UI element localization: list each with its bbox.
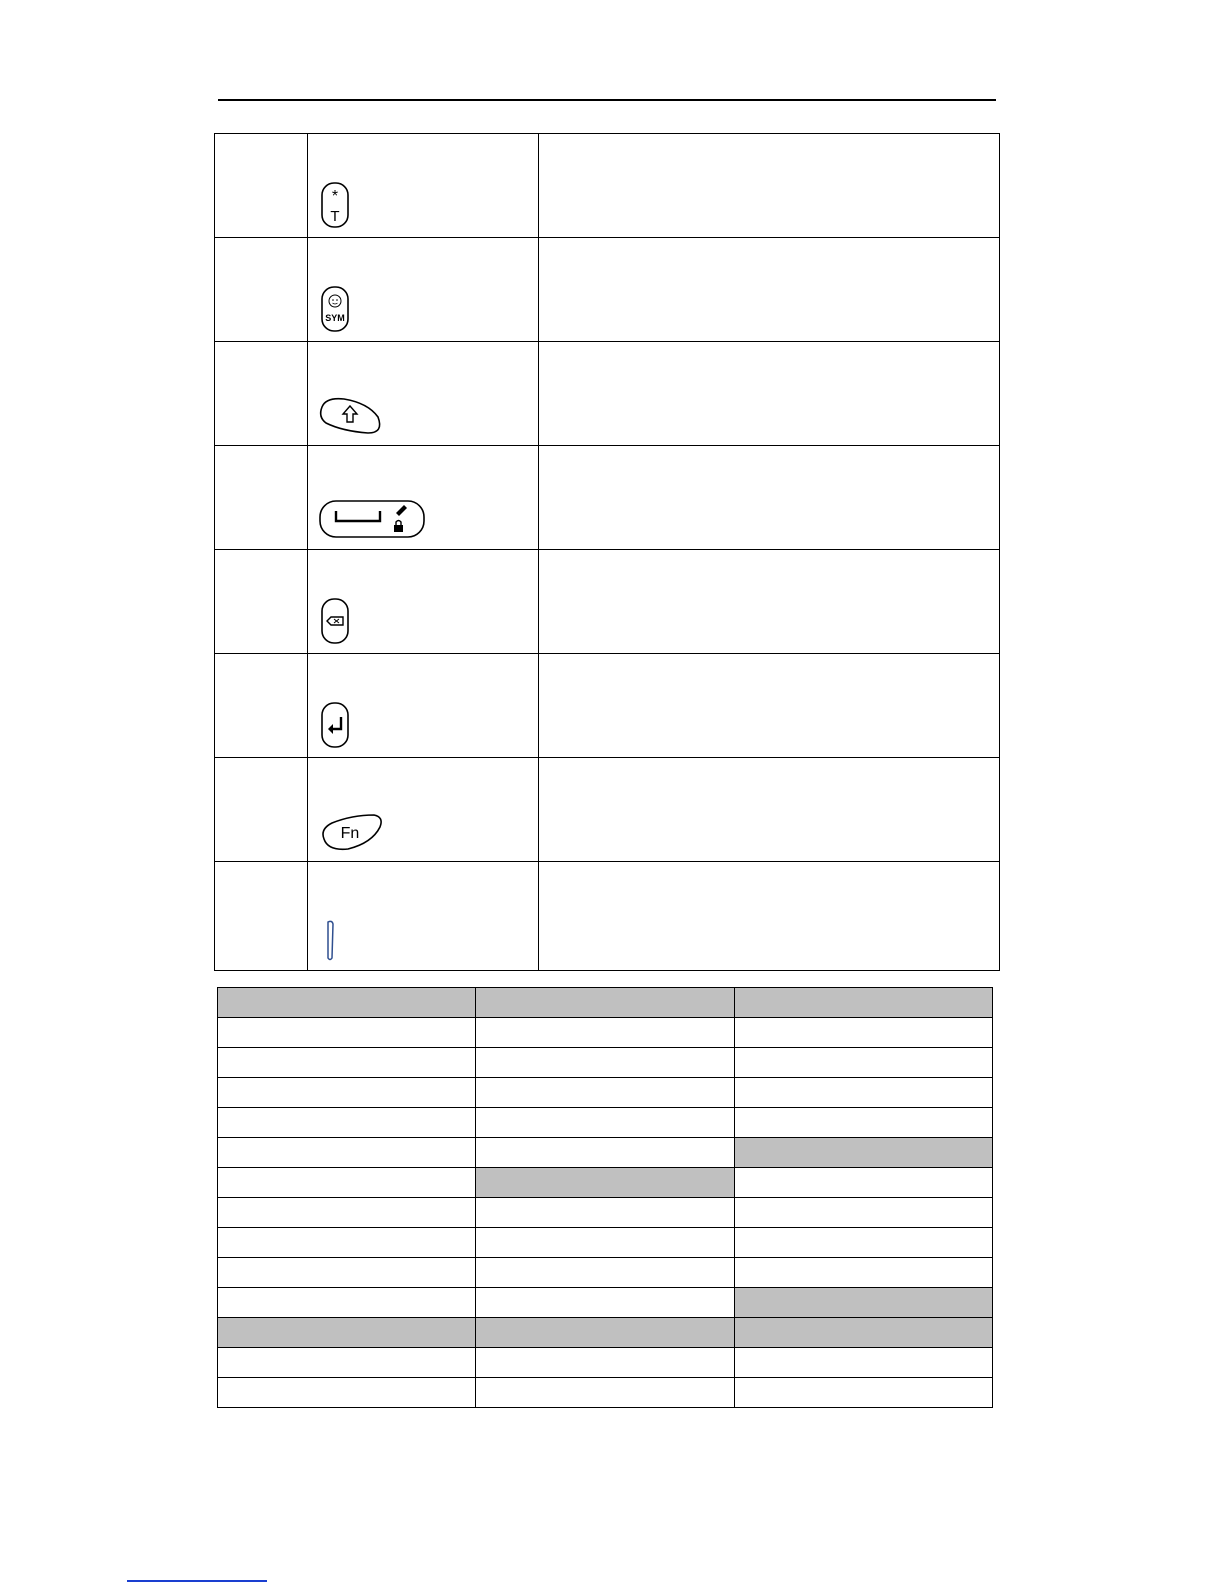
fn-glyph: Fn — [340, 825, 360, 842]
key-description — [539, 238, 1000, 342]
table-row — [215, 654, 1000, 758]
row-index-cell — [215, 550, 308, 654]
table-cell — [734, 988, 992, 1018]
key-description — [539, 342, 1000, 446]
table-cell — [476, 1228, 734, 1258]
table-row — [218, 1228, 993, 1258]
table-cell — [218, 1138, 476, 1168]
table-cell — [734, 1348, 992, 1378]
table-cell — [476, 1048, 734, 1078]
star-t-key-icon — [316, 179, 356, 231]
table-cell — [218, 1198, 476, 1228]
table-cell — [476, 1108, 734, 1138]
table-cell — [734, 1228, 992, 1258]
space-key-icon — [316, 495, 430, 543]
table-row — [218, 1378, 993, 1408]
row-index-cell — [215, 862, 308, 971]
table-cell — [476, 1078, 734, 1108]
table-cell — [476, 1018, 734, 1048]
key-icon-cell — [308, 654, 539, 758]
shift-key-icon — [316, 393, 386, 439]
sym-key-icon — [316, 283, 356, 335]
t-glyph: T — [330, 208, 340, 225]
table-cell — [734, 1168, 992, 1198]
key-description — [539, 862, 1000, 971]
table-cell — [218, 1168, 476, 1198]
key-description — [539, 758, 1000, 862]
table-cell — [476, 1288, 734, 1318]
key-icon-cell — [308, 238, 539, 342]
table-cell — [734, 1078, 992, 1108]
table-row — [218, 1108, 993, 1138]
table-row — [218, 1258, 993, 1288]
table-row — [215, 446, 1000, 550]
table-row — [215, 134, 1000, 238]
table-cell — [734, 1018, 992, 1048]
table-cell — [476, 1198, 734, 1228]
row-index-cell — [215, 446, 308, 550]
table-row — [218, 1288, 993, 1318]
table-cell — [218, 1078, 476, 1108]
table-row — [215, 238, 1000, 342]
table-cell — [218, 1228, 476, 1258]
footer-link-underline[interactable] — [127, 1580, 267, 1582]
table-cell — [218, 1258, 476, 1288]
key-description — [539, 550, 1000, 654]
key-icon-cell — [308, 446, 539, 550]
table-cell — [476, 1348, 734, 1378]
star-glyph: * — [331, 188, 339, 205]
table-cell — [734, 1048, 992, 1078]
key-description — [539, 446, 1000, 550]
table-cell — [476, 1378, 734, 1408]
table-row — [218, 1078, 993, 1108]
enter-key-icon — [316, 699, 356, 751]
row-index-cell — [215, 758, 308, 862]
table-cell — [734, 1288, 992, 1318]
key-icon-cell — [308, 342, 539, 446]
sym-glyph: SYM — [325, 313, 345, 323]
table-row — [215, 862, 1000, 971]
table-cell — [734, 1378, 992, 1408]
side-key-icon — [316, 914, 346, 964]
table-cell — [476, 1168, 734, 1198]
table-row — [218, 1048, 993, 1078]
key-function-table — [214, 133, 1000, 971]
table-row — [218, 1018, 993, 1048]
table-cell — [734, 1198, 992, 1228]
table-cell — [218, 1318, 476, 1348]
table-cell — [218, 1048, 476, 1078]
table-cell — [218, 988, 476, 1018]
backspace-key-icon — [316, 595, 356, 647]
row-index-cell — [215, 134, 308, 238]
row-index-cell — [215, 238, 308, 342]
table-row — [218, 1138, 993, 1168]
table-cell — [476, 1318, 734, 1348]
table-cell — [218, 1018, 476, 1048]
table-row — [215, 758, 1000, 862]
row-index-cell — [215, 342, 308, 446]
row-index-cell — [215, 654, 308, 758]
table-row — [215, 550, 1000, 654]
table-cell — [734, 1108, 992, 1138]
table-cell — [218, 1348, 476, 1378]
table-cell — [734, 1318, 992, 1348]
key-icon-cell — [308, 758, 539, 862]
table-cell — [476, 1138, 734, 1168]
key-icon-cell — [308, 862, 539, 971]
table-row — [218, 1318, 993, 1348]
table-cell — [476, 1258, 734, 1288]
table-row — [218, 1198, 993, 1228]
table-cell — [218, 1108, 476, 1138]
header-rule — [218, 99, 996, 101]
table-cell — [218, 1288, 476, 1318]
key-description — [539, 134, 1000, 238]
table-row — [218, 1348, 993, 1378]
table-cell — [734, 1258, 992, 1288]
table-row — [215, 342, 1000, 446]
table-cell — [476, 988, 734, 1018]
table-row — [218, 988, 993, 1018]
table-cell — [734, 1138, 992, 1168]
specification-grid-table — [217, 987, 993, 1408]
key-icon-cell — [308, 550, 539, 654]
key-description — [539, 654, 1000, 758]
table-row — [218, 1168, 993, 1198]
key-icon-cell — [308, 134, 539, 238]
table-cell — [218, 1378, 476, 1408]
fn-key-icon — [316, 809, 386, 855]
